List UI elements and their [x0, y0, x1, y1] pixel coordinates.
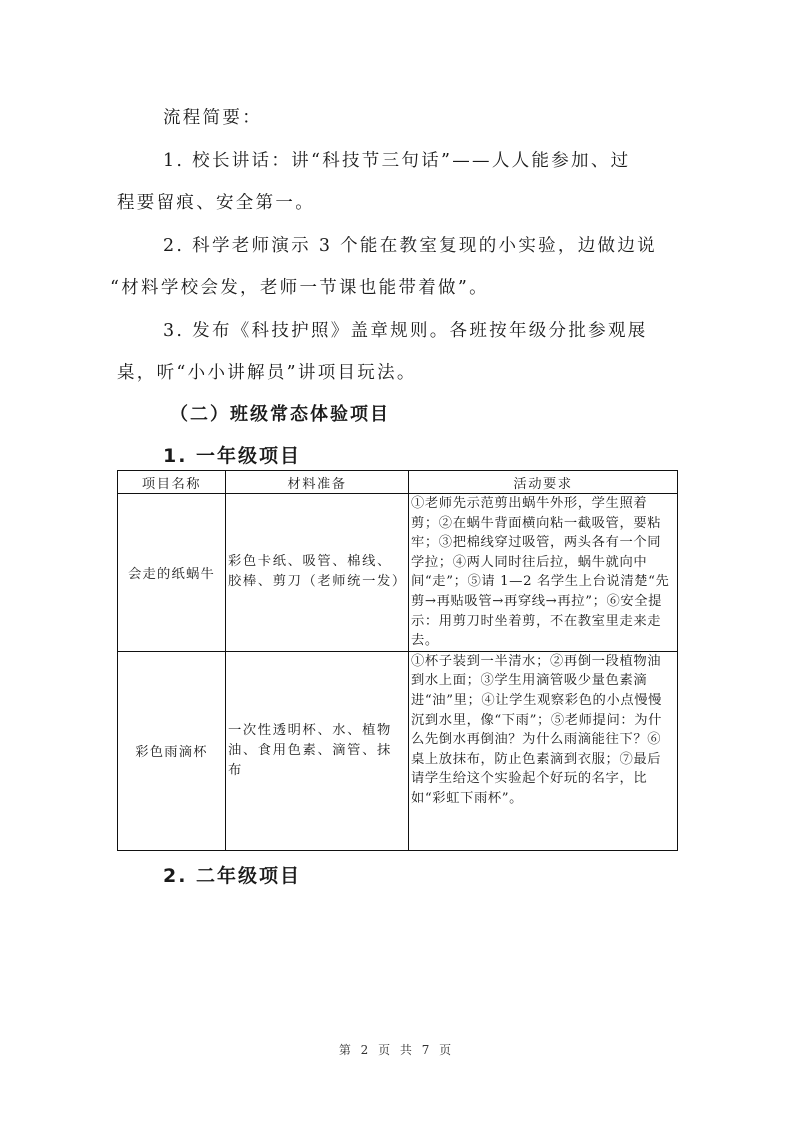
project-requirements: ①杯子装到一半清水；②再倒一段植物油到水上面；③学生用滴管吸少量色素滴进“油”里；④让学生观察彩色的小点慢慢沉到水里，像“下雨”；⑤老师提问：为什么先倒水再倒油？为什么雨滴能往下？⑥桌上放抹布，防止色素滴到衣服；⑦最后请学生给这个实验起个好玩的名字，比如“彩虹下雨杯”。: [409, 651, 678, 850]
header-project-name: 项目名称: [118, 471, 226, 494]
table-header-row: [118, 471, 678, 494]
table-row: [118, 651, 678, 850]
project-requirements: ①老师先示范剪出蜗牛外形，学生照着剪；②在蜗牛背面横向粘一截吸管，要粘牢；③把棉线穿过吸管，两头各有一个同学拉；④两人同时往后拉，蜗牛就向中间“走”；⑤请 1—2 名学生上台说清楚“先剪→再贴吸管→再穿线→再拉”；⑥安全提示：用剪刀时坐着剪，不在教室里走来走去。: [409, 494, 678, 652]
table-row: [118, 494, 678, 652]
project-materials: 一次性透明杯、水、植物油、食用色素、滴管、抹布: [226, 651, 409, 850]
intro-item-2-line1: 2. 科学老师演示 3 个能在教室复现的小实验，边做边说: [163, 236, 657, 256]
intro-item-3-line1: 3. 发布《科技护照》盖章规则。各班按年级分批参观展: [163, 321, 648, 341]
header-materials: 材料准备: [226, 471, 409, 494]
intro-item-3-line2: 桌，听“小小讲解员”讲项目玩法。: [117, 363, 417, 383]
project-name: 会走的纸蜗牛: [118, 494, 226, 652]
project-materials: 彩色卡纸、吸管、棉线、胶棒、剪刀（老师统一发）: [226, 494, 409, 652]
section-heading: （二）班级常态体验项目: [170, 404, 390, 425]
page-footer: 第 2 页 共 7 页: [338, 1043, 455, 1057]
project-name: 彩色雨滴杯: [118, 651, 226, 850]
intro-item-1-line2: 程要留痕、安全第一。: [117, 193, 315, 213]
subheading-grade-2: 2. 二年级项目: [163, 865, 302, 887]
header-requirements: 活动要求: [409, 471, 678, 494]
intro-item-1-line1: 1. 校长讲话：讲“科技节三句话”——人人能参加、过: [163, 151, 631, 171]
subheading-grade-1: 1. 一年级项目: [163, 445, 302, 467]
intro-title: 流程简要：: [163, 108, 262, 128]
intro-item-2-line2: “材料学校会发，老师一节课也能带着做”。: [110, 278, 489, 298]
grade-1-project-table: [117, 470, 678, 851]
